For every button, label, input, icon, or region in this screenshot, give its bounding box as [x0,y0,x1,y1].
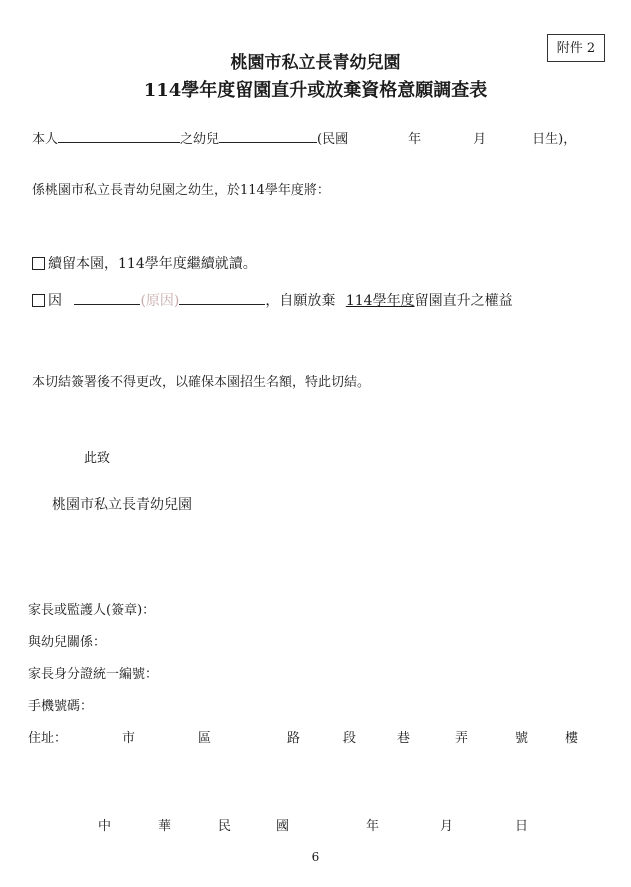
roc-label: (民國 [317,132,349,147]
waive-year-term: 114學年度 [345,293,415,309]
child-name-blank[interactable] [219,128,317,143]
page-number: 6 [311,850,320,864]
date-line [0,815,631,835]
form-title: 114學年度留園直升或放棄資格意願調查表 [143,80,488,101]
date-char-guo: 國 [276,819,290,834]
parent-name-blank[interactable] [58,128,180,143]
address-unit-road: 路 [287,731,301,746]
waive-after: ，自願放棄 [265,293,336,309]
id-number-field: 家長身分證統一編號： [28,667,159,682]
month-label: 月 [473,132,487,147]
enrollment-statement: 係桃園市私立長青幼兒園之幼生，於114學年度將： [32,183,330,198]
continue-checkbox[interactable] [32,257,45,270]
guardian-signature-field: 家長或監護人(簽章)： [28,603,156,618]
waive-prefix: 因 [48,293,62,309]
waive-checkbox[interactable] [32,294,45,307]
address-unit-city: 市 [122,731,136,746]
continue-text: 續留本園，114學年度繼續就讀。 [48,256,257,272]
year-label: 年 [408,132,422,147]
date-day: 日 [515,819,529,834]
address-unit-section: 段 [343,731,357,746]
reason-blank-right[interactable] [179,290,265,305]
address-units [0,727,631,747]
address-unit-district: 區 [198,731,212,746]
reason-placeholder: (原因) [140,293,180,309]
salutation: 此致 [84,451,111,466]
relation-field: 與幼兒關係： [28,635,107,650]
date-year: 年 [366,819,380,834]
address-unit-alley: 弄 [455,731,469,746]
address-label: 住址： [28,731,68,746]
date-char-min: 民 [218,819,232,834]
parent-prefix: 本人 [32,132,59,147]
date-char-hua: 華 [158,819,172,834]
option-continue [32,253,257,273]
date-month: 月 [440,819,454,834]
address-unit-floor: 樓 [565,731,579,746]
address-unit-lane: 巷 [397,731,411,746]
date-char-zhong: 中 [98,819,112,834]
attachment-label: 附件 2 [547,34,605,62]
phone-field: 手機號碼： [28,699,94,714]
child-mid: 之幼兒 [180,132,220,147]
day-label: 日生)， [532,132,577,147]
waive-rest: 留園直升之權益 [414,293,513,309]
recipient: 桃園市私立長青幼兒園 [52,497,192,513]
address-unit-number: 號 [515,731,529,746]
school-title: 桃園市私立長青幼兒園 [230,53,401,73]
reason-blank-left[interactable] [74,290,140,305]
option-waive [32,290,513,310]
child-info-line [32,128,576,147]
declaration-text: 本切結簽署後不得更改，以確保本園招生名額，特此切結。 [32,375,371,390]
